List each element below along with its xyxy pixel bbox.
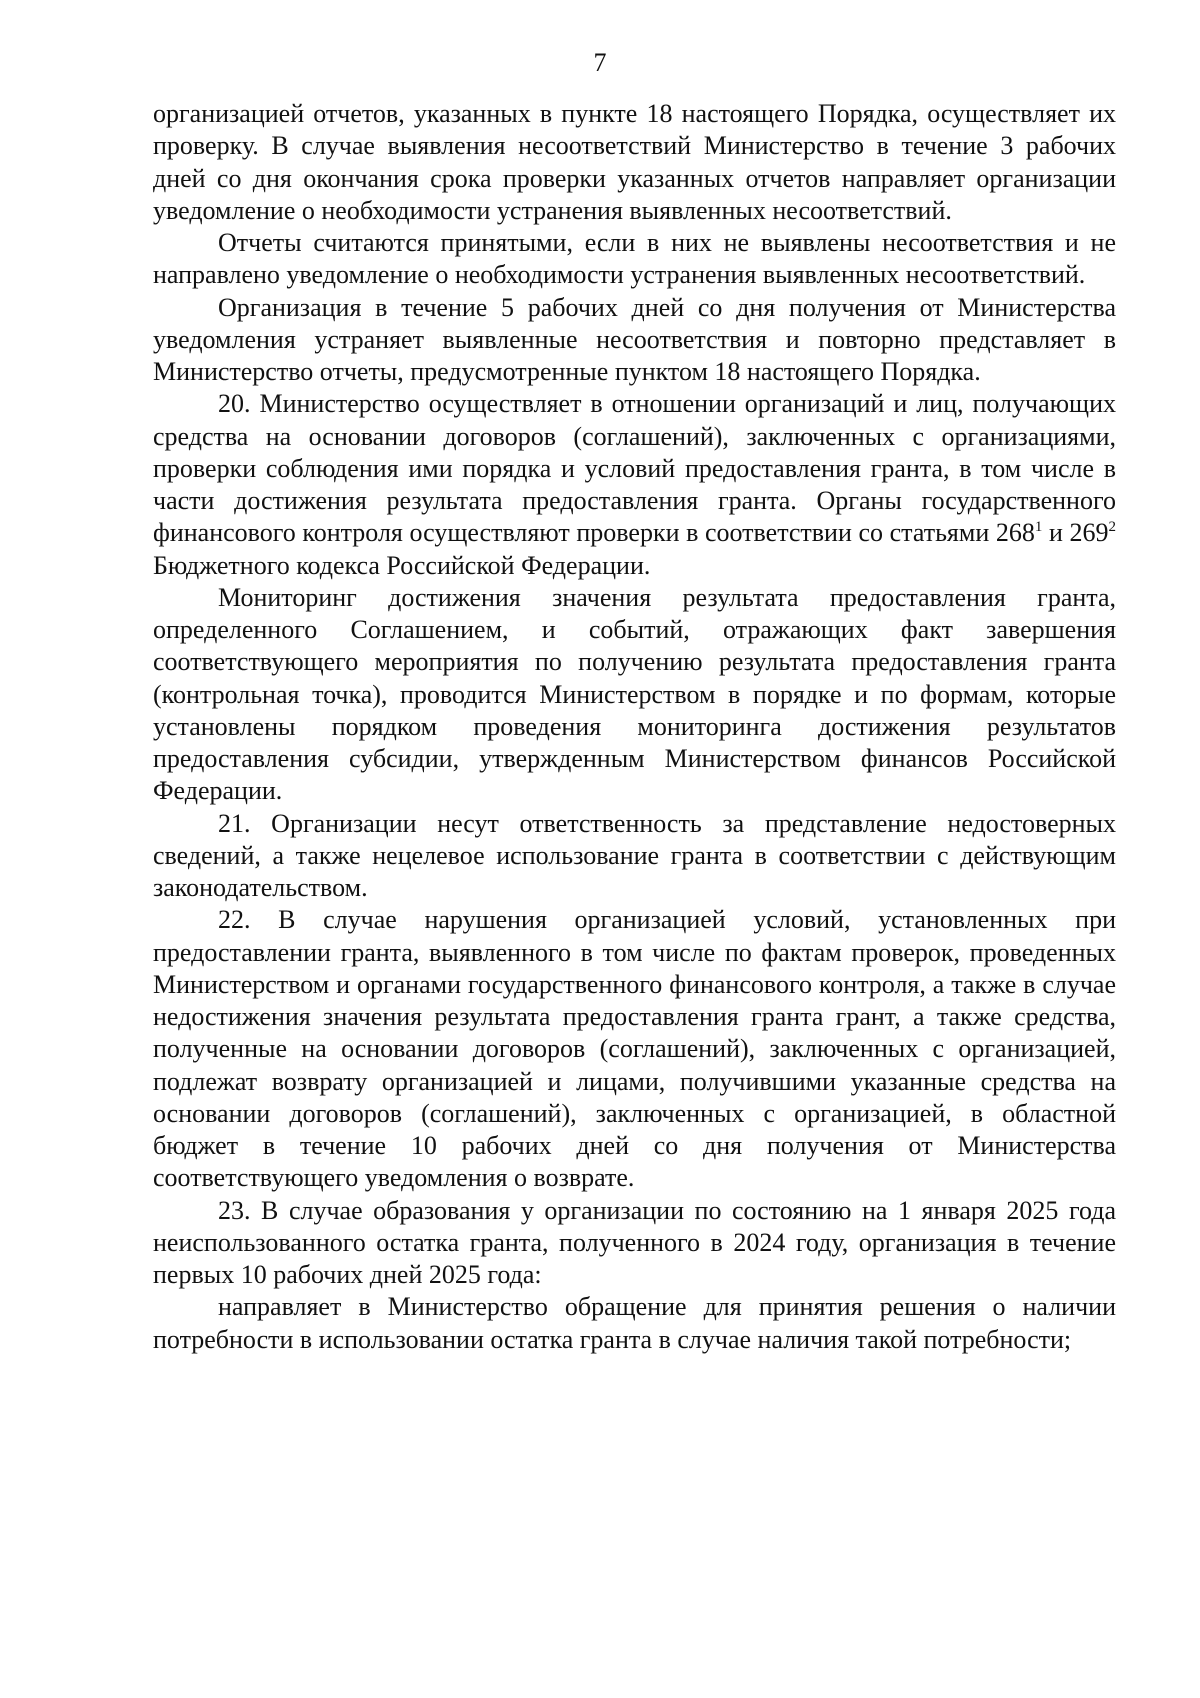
paragraph-item-23-sub: направляет в Министерство обращение для принятия решения о наличии потребности в использовании остатка гранта в случае наличия такой потребности; — [153, 1292, 1116, 1354]
paragraph-resubmission: Организация в течение 5 рабочих дней со дня получения от Министерства уведомления устраняет выявленные несоответствия и повторно представляет в Министерство отчеты, предусмотренные пунктом 18 настоящего Порядка. — [153, 292, 1116, 386]
paragraph-continuation: организацией отчетов, указанных в пункте 18 настоящего Порядка, осуществляет их проверку. В случае выявления несоответствий Министерство в течение 3 рабочих дней со дня окончания срока проверки указанных отчетов направляет организации уведомление о необходимости устранения выявленных несоответствий. — [153, 99, 1116, 225]
item-20-text-after: Бюджетного кодекса Российской Федерации. — [153, 550, 651, 580]
item-20-text-before: 20. Министерство осуществляет в отношении организаций и лиц, получающих средства на основании договоров (соглашений), заключенных с организациями, проверки соблюдения ими порядка и условий предоставления гранта, в том числе в части достижения результата предоставления гранта. Органы государственного финансового контроля осуществляют проверки в соответствии со статьями 268 — [153, 389, 1116, 548]
paragraph-item-20 — [153, 388, 1116, 582]
paragraph-reports-accepted: Отчеты считаются принятыми, если в них не выявлены несоответствия и не направлено уведомление о необходимости устранения выявленных несоответствий. — [153, 228, 1116, 290]
footnote-sup-2: 2 — [1108, 519, 1116, 536]
paragraph-monitoring: Мониторинг достижения значения результата предоставления гранта, определенного Соглашением, и событий, отражающих факт завершения соответствующего мероприятия по получению результата предоставления гранта (контрольная точка), проводится Министерством в порядке и по формам, которые установлены порядком проведения мониторинга достижения результатов предоставления субсидии, утвержденным Министерством финансов Российской Федерации. — [153, 582, 1116, 806]
item-20-text-middle: и 269 — [1042, 518, 1109, 548]
paragraph-item-22: 22. В случае нарушения организацией условий, установленных при предоставлении гранта, выявленного в том числе по фактам проверок, проведенных Министерством и органами государственного финансового контроля, а также в случае недостижения значения результата предоставления гранта грант, а также средства, полученные на основании договоров (соглашений), заключенных с организацией, подлежат возврату организацией и лицами, получившими указанные средства на основании договоров (соглашений), заключенных с организацией, в областной бюджет в течение 10 рабочих дней со дня получения от Министерства соответствующего уведомления о возврате. — [153, 905, 1116, 1193]
footnote-sup-1: 1 — [1034, 519, 1043, 536]
paragraph-item-23: 23. В случае образования у организации по состоянию на 1 января 2025 года неиспользованного остатка гранта, полученного в 2024 году, организация в течение первых 10 рабочих дней 2025 года: — [153, 1195, 1116, 1289]
page-number: 7 — [593, 48, 607, 77]
paragraph-item-21: 21. Организации несут ответственность за представление недостоверных сведений, а также нецелевое использование гранта в соответствии с действующим законодательством. — [153, 808, 1116, 902]
document-body — [153, 98, 1116, 1356]
